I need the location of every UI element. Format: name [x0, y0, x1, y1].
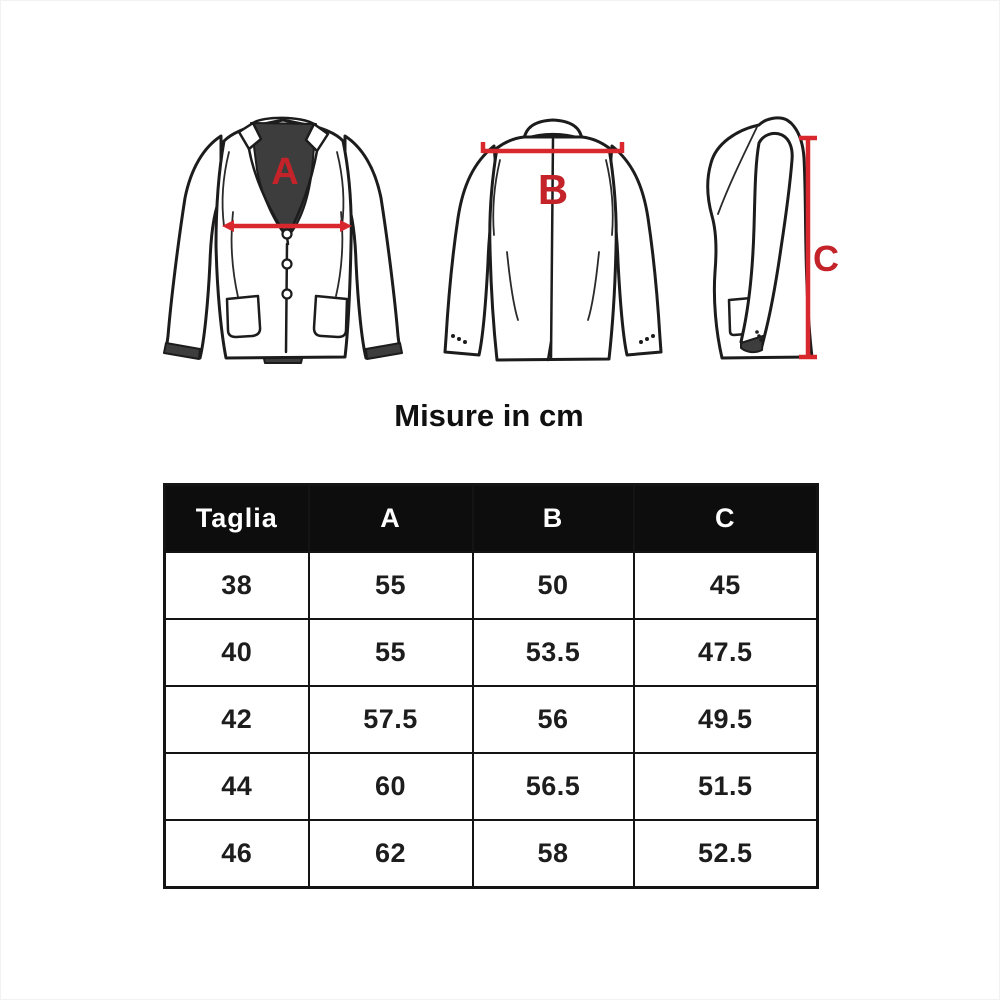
cell-c: 52.5 [634, 820, 818, 888]
cuff-button [645, 337, 649, 341]
cell-size: 46 [165, 820, 309, 888]
cell-c: 49.5 [634, 686, 818, 753]
table-row [165, 686, 818, 753]
jacket-front-view [163, 108, 407, 376]
jacket-side-view [695, 106, 845, 380]
header-cell-b: B [473, 485, 634, 553]
cell-c: 45 [634, 552, 818, 619]
cell-size: 40 [165, 619, 309, 686]
cuff-button [463, 340, 467, 344]
cell-c: 47.5 [634, 619, 818, 686]
table-row [165, 820, 818, 888]
page-title: Misure in cm [394, 398, 584, 433]
cell-b: 56.5 [473, 753, 634, 820]
cell-b: 50 [473, 552, 634, 619]
jacket-back-view [435, 112, 691, 378]
cuff-button [651, 334, 655, 338]
cuff-button [757, 334, 761, 338]
cell-c: 51.5 [634, 753, 818, 820]
measure-label-a: A [271, 151, 299, 193]
cell-a: 55 [309, 619, 473, 686]
side-jacket-drawing [708, 118, 812, 358]
header-cell-c: C [634, 485, 818, 553]
jacket-button [283, 230, 292, 239]
cuff-button [759, 338, 763, 342]
table-header-row [165, 485, 818, 553]
cell-a: 62 [309, 820, 473, 888]
jacket-button [283, 260, 292, 269]
size-table [163, 483, 819, 889]
header-cell-a: A [309, 485, 473, 553]
table-row [165, 552, 818, 619]
measure-label-c: C [813, 238, 839, 279]
measure-label-b: B [537, 166, 569, 213]
cell-size: 44 [165, 753, 309, 820]
cell-size: 42 [165, 686, 309, 753]
cell-a: 55 [309, 552, 473, 619]
cell-a: 57.5 [309, 686, 473, 753]
cell-b: 53.5 [473, 619, 634, 686]
jacket-button [283, 290, 292, 299]
header-cell-taglia: Taglia [165, 485, 309, 553]
back-jacket-drawing [445, 120, 661, 360]
table-row [165, 753, 818, 820]
table-row [165, 619, 818, 686]
cell-b: 58 [473, 820, 634, 888]
cuff-button [457, 337, 461, 341]
cell-b: 56 [473, 686, 634, 753]
cell-size: 38 [165, 552, 309, 619]
cell-a: 60 [309, 753, 473, 820]
cuff-button [451, 334, 455, 338]
cuff-button [639, 340, 643, 344]
cuff-button [755, 330, 759, 334]
